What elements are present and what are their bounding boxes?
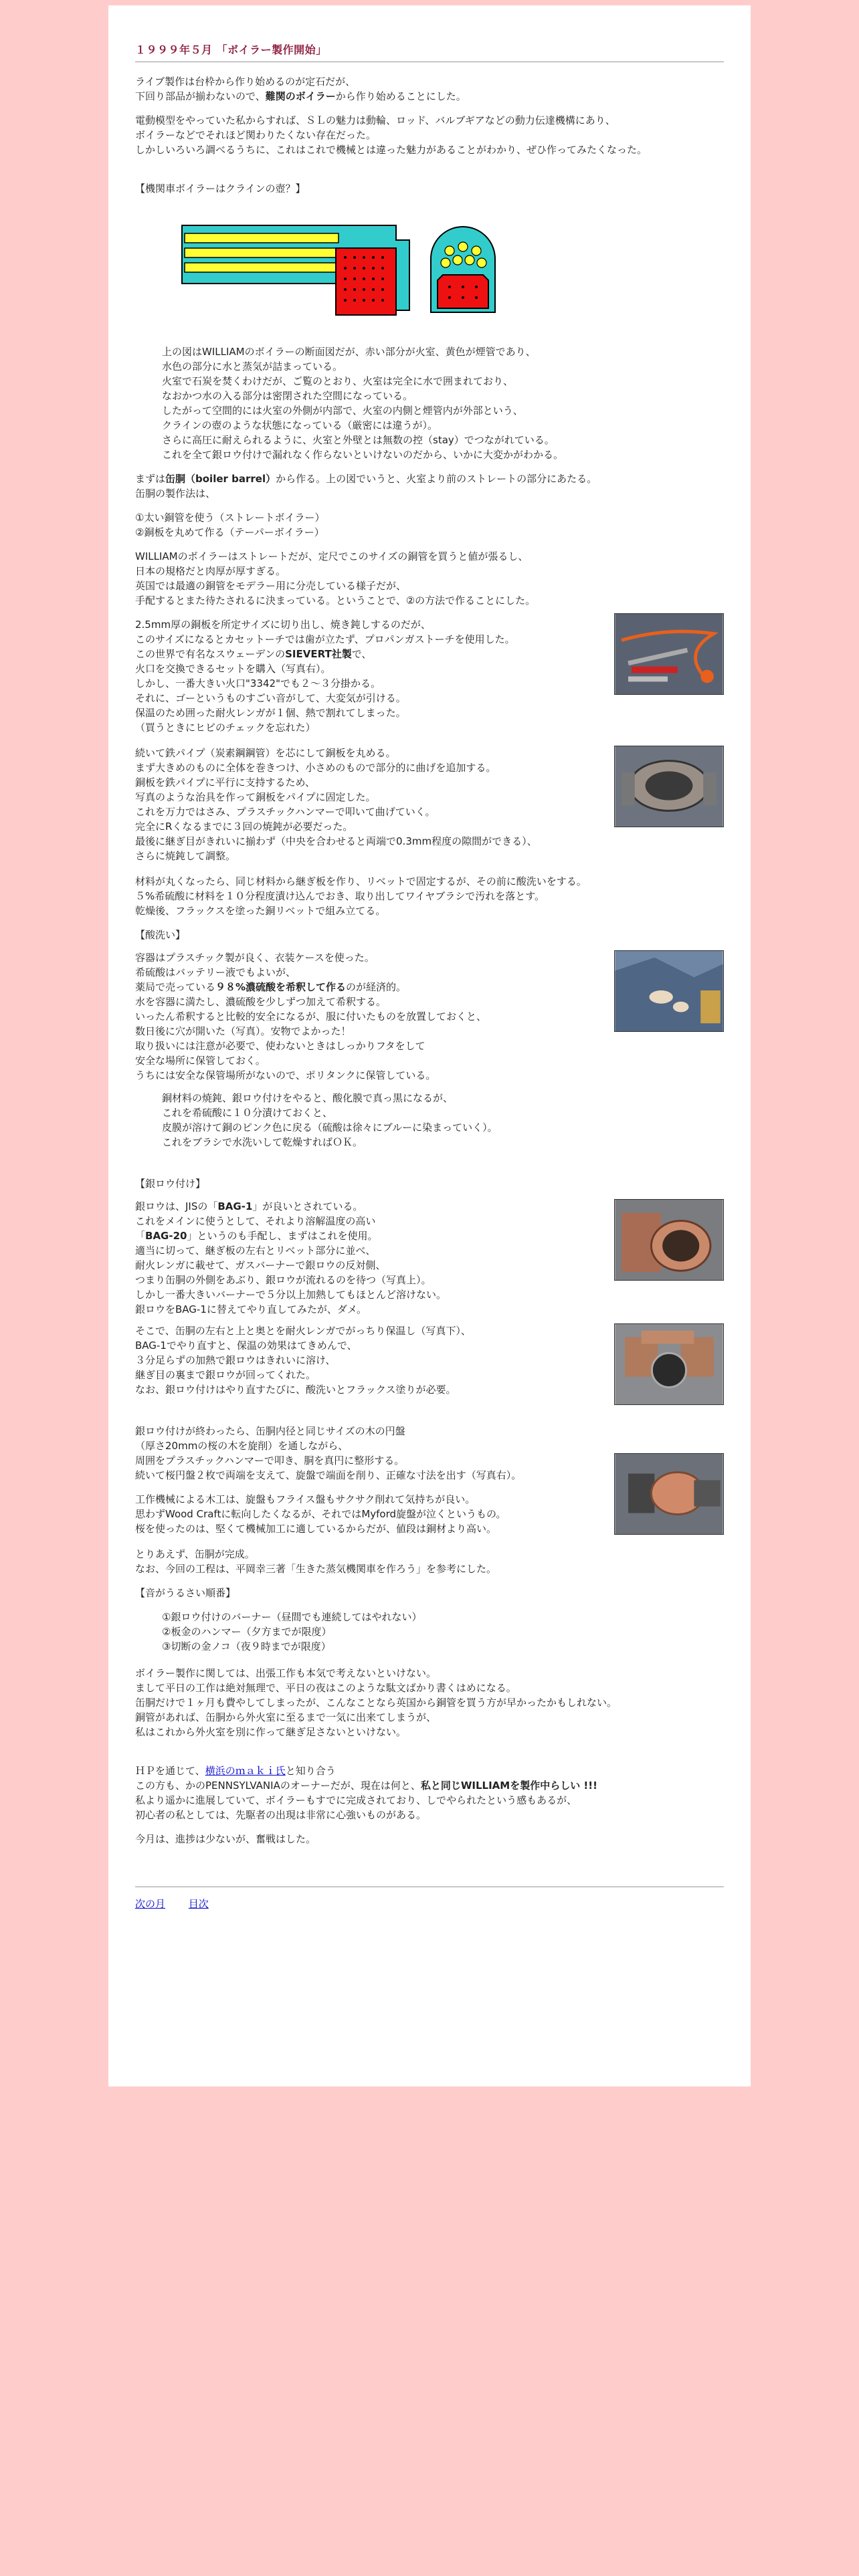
smoke-tube [185, 248, 339, 257]
table-of-contents-link[interactable]: 目次 [188, 1898, 209, 1910]
text-line: 安全な場所に保管しておく。 [135, 1055, 266, 1067]
text-line: から作る。上の図でいうと、火室より前のストレートの部分にあたる。 [276, 473, 597, 485]
text-line: 私はこれから外火室を別に作って継ぎ足さないといけない。 [135, 1726, 407, 1738]
list-item: ①銀ロウ付けのバーナー（昼間でも連続してはやれない） [162, 1611, 422, 1623]
text-line: まして平日の工作は絶対無理で、平日の夜はこのような駄文ばかり書くはめになる。 [135, 1682, 516, 1694]
text-line: なお、銀ロウ付けはやり直すたびに、酸洗いとフラックス塗りが必要。 [135, 1384, 456, 1396]
torch-text [135, 617, 603, 735]
barrel-choice [135, 549, 724, 608]
intro-paragraph-1 [135, 74, 724, 104]
list-item: ①太い銅管を使う（ストレートボイラー） [135, 512, 325, 524]
text-line: つまり缶胴の外側をあぶり、銀ロウが流れるのを待つ（写真上）。 [135, 1274, 432, 1286]
brazing-photo-bottom [614, 1323, 724, 1405]
text-line: 缶胴の製作法は、 [135, 488, 216, 500]
text-line: さらに高圧に耐えられるように、火室と外壁とは無数の控（stay）でつながれている。 [162, 434, 555, 446]
text-line: 希硫酸はバッテリー液でもよいが、 [135, 966, 296, 978]
list-item: ②銅板を丸めて作る（テーパーボイラー） [135, 526, 324, 538]
klein-bottle-explanation [162, 344, 724, 462]
page-navigation [135, 1897, 724, 1911]
brazing-text-2 [135, 1323, 603, 1397]
text-line: これを全て銀ロウ付けで漏れなく作らないといけないのだから、いかに大変かがわかる。 [162, 449, 564, 461]
photo-acid-svg [615, 951, 723, 1031]
emphasis-text: SIEVERT社製 [285, 648, 352, 660]
acid-section [135, 950, 724, 1083]
text-line: まず大きめのものに全体を巻きつけ、小さめのもので部分的に曲げを追加する。 [135, 762, 496, 774]
text-line: 火口を交換できるセットを購入（写真右）。 [135, 663, 331, 675]
text-line: ＨＰを通じて、 [135, 1765, 205, 1777]
text-line: 銅管があれば、缶胴から外火室に至るまで一気に出来てしまうが、 [135, 1711, 437, 1723]
text-line: 上の図はWILLIAMのボイラーの断面図だが、赤い部分が火室、黄色が煙管であり、 [162, 346, 536, 358]
text-line: まずは [135, 473, 166, 485]
text-line: から作り始めることにした。 [335, 90, 466, 102]
emphasis-text: 難関のボイラー [265, 90, 336, 102]
text-line: 銅板を鉄パイプに平行に支持するため、 [135, 776, 315, 788]
list-item: ②板金のハンマー（夕方までが限度） [162, 1626, 332, 1638]
text-line: そこで、缶胴の左右と上と奥とを耐火レンガでがっちり保温し（写真下）、 [135, 1325, 471, 1337]
list-item: ③切断の金ノコ（夜９時までが限度） [162, 1640, 331, 1652]
joint-paragraph [135, 874, 724, 918]
text-line: 電動模型をやっていた私からすれば、ＳＬの魅力は動輪、ロッド、バルブギアなどの動力伝達機構にあり、 [135, 114, 615, 126]
outro-paragraph [135, 1763, 724, 1822]
next-month-link[interactable]: 次の月 [135, 1898, 166, 1910]
text-line: 2.5mm厚の銅板を所定サイズに切り出し、焼き鈍しするのだが、 [135, 619, 431, 631]
section-heading-pickling: 【酸洗い】 [135, 929, 186, 941]
text-line: 手配するとまた待たされるに決まっている。ということで、②の方法で作ることにした。 [135, 595, 536, 607]
text-line: これを希硫酸に１０分漬けておくと、 [162, 1107, 333, 1119]
section-heading-noise-ranking: 【音がうるさい順番】 [135, 1587, 236, 1599]
text-line: これを万力ではさみ、プラスチックハンマーで叩いて曲げていく。 [135, 806, 436, 818]
emphasis-text: BAG-1 [217, 1200, 253, 1212]
rolling-jig-photo [614, 746, 724, 827]
barrel-options [135, 510, 724, 540]
text-line: 」というのも手配し、まずはこれを使用。 [187, 1230, 378, 1242]
emphasis-text: 缶胴（boiler barrel） [165, 473, 276, 485]
text-line: ボイラー製作に関しては、出張工作も本気で考えないといけない。 [135, 1667, 437, 1679]
text-line: WILLIAMのボイラーはストレートだが、定尺でこのサイズの銅管を買うと値が張るし、 [135, 550, 529, 562]
text-line: 」が良いとされている。 [252, 1200, 363, 1212]
text-line: 適当に切って、継ぎ板の左右とリベット部分に並べ、 [135, 1245, 376, 1257]
text-line: 保温のため囲った耐火レンガが１個、熱で割れてしまった。 [135, 707, 406, 719]
emphasis-text: ９８%濃硫酸を希釈して作る [215, 981, 347, 993]
text-line: これをメインに使うとして、それより溶解温度の高い [135, 1215, 376, 1227]
text-line: 私より遥かに進展していて、ボイラーもすでに完成されており、しでやられたという感もあるが、 [135, 1794, 577, 1806]
text-line: クラインの壺のような状態になっている（厳密には違うが）。 [162, 419, 438, 431]
rolling-text [135, 746, 603, 863]
text-line: 完全にRくなるまでに３回の焼鈍が必要だった。 [135, 821, 353, 833]
completion-paragraph [135, 1547, 724, 1576]
text-line: 薬局で売っている [135, 981, 216, 993]
text-line: （厚さ20mmの桜の木を旋削）を通しながら、 [135, 1440, 349, 1452]
text-line: しかしいろいろ調べるうちに、これはこれで機械とは違った魅力があることがわかり、ぜひ作ってみたくなった。 [135, 144, 648, 156]
brazing-photo-top [614, 1199, 724, 1281]
text-line: なお、今回の工程は、平岡幸三著「生きた蒸気機関車を作ろう」を参考にした。 [135, 1563, 497, 1575]
text-line: のが経済的。 [346, 981, 407, 993]
text-line: 継ぎ目の裏まで銀ロウが回ってくれた。 [135, 1369, 316, 1381]
barrel-intro [135, 471, 724, 501]
rolling-section [135, 746, 724, 863]
text-line: 缶胴だけで１ヶ月も費やしてしまったが、こんなことなら英国から銅管を買う方が早かったかもしれない。 [135, 1697, 617, 1709]
smoke-tube [185, 263, 339, 272]
text-line: 銀ロウをBAG-1に替えてやり直してみたが、ダメ。 [135, 1303, 367, 1315]
photo-torch-svg [615, 614, 723, 694]
text-line: 水を容器に満たし、濃硫酸を少しずつ加えて希釈する。 [135, 996, 387, 1008]
rounding-section [135, 1424, 724, 1536]
text-line: さらに焼鈍して調整。 [135, 850, 236, 862]
rounding-text [135, 1424, 603, 1536]
page-title: １９９９年５月 「ボイラー製作開始」 [135, 43, 327, 56]
text-line: 容器はプラスチック製が良く、衣装ケースを使った。 [135, 952, 375, 964]
text-line: なおかつ水の入る部分は密閉された空間になっている。 [162, 390, 413, 402]
text-line: 最後に継ぎ目がきれいに揃わず（中央を合わせると両端で0.3mm程度の隙間ができる）、 [135, 835, 537, 847]
text-line: しかし、一番大きい火口"3342"でも２〜３分掛かる。 [135, 677, 381, 689]
text-line: とりあえず、缶胴が完成。 [135, 1548, 255, 1560]
text-line: 英国では最適の銅管をモデラー用に分売している様子だが、 [135, 580, 407, 592]
text-line: 思わずWood Craftに転向したくなるが、それではMyford旋盤が泣くというもの。 [135, 1508, 506, 1520]
text-line: 写真のような治具を作って銅板をパイプに固定した。 [135, 791, 376, 803]
end-view-firebox [438, 275, 488, 308]
acid-text [135, 950, 603, 1083]
text-line: BAG-1でやり直すと、保温の効果はてきめんで、 [135, 1339, 357, 1352]
boiler-cross-section-diagram [175, 213, 503, 320]
acid-cleaning-paragraph [162, 1091, 724, 1150]
text-line: 周囲をプラスチックハンマーで叩き、胴を真円に整形する。 [135, 1455, 405, 1467]
text-line: 下回り部品が揃わないので、 [135, 90, 266, 102]
text-line: いったん希釈すると比較的安全になるが、服に付いたものを放置しておくと、 [135, 1010, 487, 1023]
text-line: しかし一番大きいバーナーで５分以上加熱してもほとんど溶けない。 [135, 1289, 447, 1301]
brazing-text-1 [135, 1199, 603, 1317]
text-line: ボイラーなどでそれほど関わりたくない存在だった。 [135, 129, 377, 141]
torch-section [135, 617, 724, 735]
text-line: 銀ロウ付けが終わったら、缶胴内径と同じサイズの木の円盤 [135, 1425, 405, 1437]
boiler-diagram-svg [175, 213, 503, 320]
text-line: うちには安全な保管場所がないので、ポリタンクに保管している。 [135, 1069, 436, 1081]
section-heading-klein-bottle: 【機関車ボイラーはクラインの壺？】 [135, 183, 306, 195]
maki-link[interactable]: 横浜のｍａｋｉ氏 [205, 1765, 286, 1777]
text-line: 「 [135, 1230, 146, 1242]
monthly-summary: 今月は、進捗は少ないが、奮戦はした。 [135, 1833, 316, 1845]
torch-set-photo [614, 613, 724, 695]
text-line: 乾燥後、フラックスを塗った銅リベットで組み立てる。 [135, 905, 386, 917]
smoke-tube [185, 233, 339, 243]
text-line: 材料が丸くなったら、同じ材料から継ぎ板を作り、リベットで固定するが、その前に酸洗いをする。 [135, 875, 587, 887]
text-line: で、 [351, 648, 372, 660]
text-line: 続いて鉄パイプ（炭素鋼鋼管）を芯にして銅板を丸める。 [135, 747, 396, 759]
text-line: 日本の規格だと肉厚が厚すぎる。 [135, 565, 286, 577]
text-line: 工作機械による木工は、旋盤もフライス盤もサクサク削れて気持ちが良い。 [135, 1493, 476, 1505]
brazing-section-1 [135, 1199, 724, 1317]
text-line: 耐火レンガに載せて、ガスバーナーで銀ロウの反対側、 [135, 1259, 386, 1271]
photo-brazing-bottom-svg [615, 1324, 723, 1404]
photo-brazing-top-svg [615, 1200, 723, 1280]
photo-lathe-svg [615, 1454, 723, 1534]
brazing-section-2 [135, 1323, 724, 1405]
text-line: このサイズになるとカセットーチでは歯が立たず、プロパンガストーチを使用した。 [135, 633, 515, 645]
intro-paragraph-2 [135, 113, 724, 157]
text-line: 火室で石炭を焚くわけだが、ご覧のとおり、火室は完全に水で囲まれており、 [162, 375, 514, 387]
text-line: と知り合う [285, 1765, 336, 1777]
text-line: 銀ロウは、JISの「 [135, 1200, 218, 1212]
lathe-photo [614, 1453, 724, 1535]
acid-damage-photo [614, 950, 724, 1032]
text-line: したがって空間的には火室の外側が内部で、火室の内側と煙管内が外部という、 [162, 405, 523, 417]
emphasis-text: BAG-20 [145, 1230, 187, 1242]
photo-rolling-svg [615, 746, 723, 827]
text-line: 取り扱いには注意が必要で、使わないときはしっかりフタをして [135, 1040, 425, 1052]
text-line: 水色の部分に水と蒸気が詰まっている。 [162, 360, 343, 372]
text-line: 銅材料の焼鈍、銀ロウ付けをやると、酸化膜で真っ黒になるが、 [162, 1092, 454, 1104]
section-heading-silver-brazing: 【銀ロウ付け】 [135, 1178, 206, 1190]
text-line: この方も、かのPENNSYLVANIAのオーナーだが、現在は何と、 [135, 1780, 421, 1792]
text-line: 皮膜が溶けて銅のピンク色に戻る（硫酸は徐々にブルーに染まっていく）。 [162, 1121, 498, 1134]
text-line: 続いて桜円盤２枚で両端を支えて、旋盤で端面を削り、正確な寸法を出す（写真右）。 [135, 1469, 522, 1481]
text-line: （買うときにヒビのチェックを忘れた） [135, 722, 316, 734]
noise-list [162, 1610, 724, 1654]
emphasis-text: 私と同じWILLIAMを製作中らしい !!! [420, 1780, 597, 1792]
content-panel [108, 5, 751, 2086]
text-line: 桜を使ったのは、堅くて機械加工に適しているからだが、値段は銅材より高い。 [135, 1523, 497, 1535]
text-line: ５%希硫酸に材料を１０分程度漬け込んでおき、取り出してワイヤブラシで汚れを落とす。 [135, 890, 545, 902]
text-line: 数日後に穴が開いた（写真）。安物でよかった！ [135, 1025, 351, 1037]
text-line: ライブ製作は台枠から作り始めるのが定石だが、 [135, 76, 356, 88]
text-line: ３分足らずの加熱で銀ロウはきれいに溶け、 [135, 1354, 336, 1366]
text-line: これをブラシで水洗いして乾燥すればＯＫ。 [162, 1136, 363, 1148]
text-line: 初心者の私としては、先駆者の出現は非常に心強いものがある。 [135, 1809, 427, 1821]
text-line: それに、ゴーというものすごい音がして、大変気が引ける。 [135, 692, 406, 704]
text-line: この世界で有名なスウェーデンの [135, 648, 286, 660]
closing-paragraph [135, 1666, 724, 1739]
